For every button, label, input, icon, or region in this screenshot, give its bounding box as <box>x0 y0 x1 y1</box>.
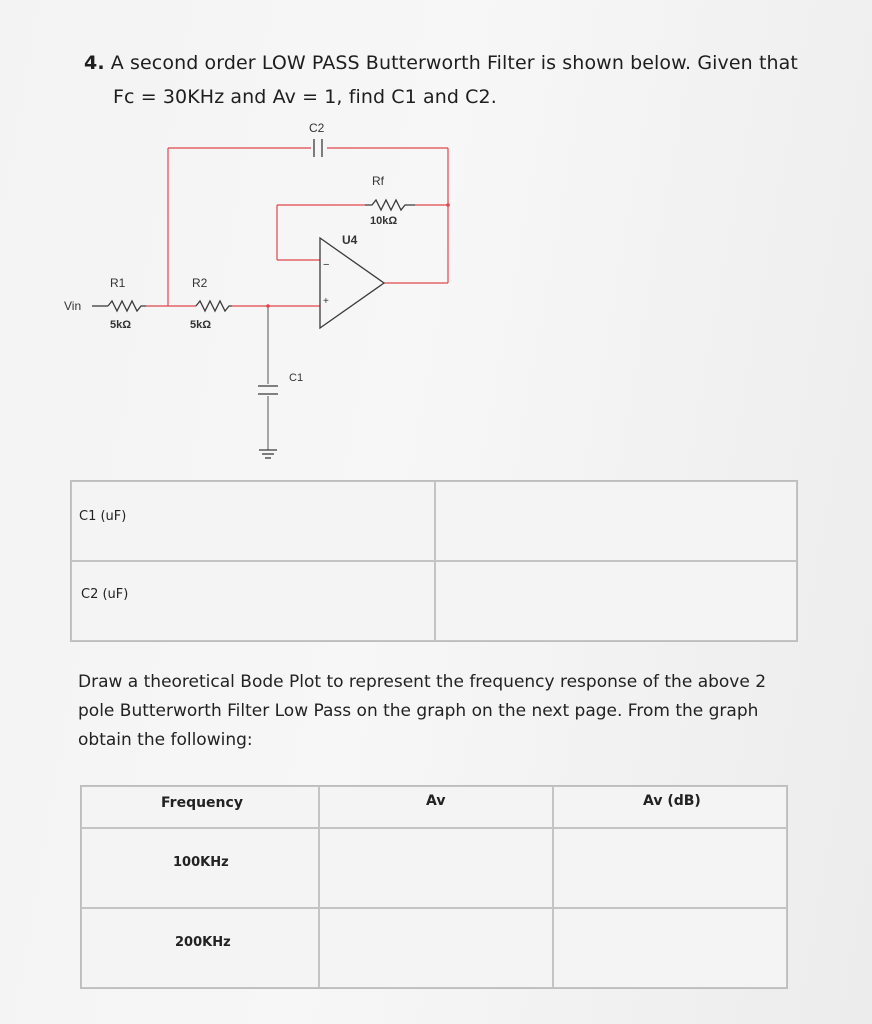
node-c1-junction <box>266 304 270 308</box>
filter-schematic <box>0 110 872 480</box>
c1-row-label: C1 (uF) <box>79 509 127 524</box>
rf-value: 10kΩ <box>370 215 398 227</box>
c1-label: C1 <box>289 372 304 384</box>
bode-table <box>80 785 788 989</box>
vin-label: Vin <box>64 299 82 313</box>
answer-cell-100k-av[interactable] <box>319 828 553 908</box>
c2-label: C2 <box>309 121 325 135</box>
node-rf-junction <box>446 203 450 207</box>
rf-label: Rf <box>372 174 384 188</box>
question-number: 4. <box>84 52 105 74</box>
opamp-label: U4 <box>342 233 358 247</box>
answer-cell-100k-db[interactable] <box>553 828 787 908</box>
table-cell-c2-answer[interactable] <box>435 561 797 641</box>
r1-label: R1 <box>110 276 126 290</box>
frequency-200khz: 200KHz <box>175 935 231 950</box>
opamp-minus: − <box>323 259 330 271</box>
r1-value: 5kΩ <box>110 319 132 331</box>
r1-resistor <box>108 301 146 311</box>
rf-resistor <box>365 200 415 210</box>
capacitor-table <box>70 480 798 642</box>
opamp-triangle <box>320 238 384 328</box>
c2-row-label: C2 (uF) <box>81 587 129 602</box>
question-line-1 <box>84 52 798 74</box>
question-text-1: A second order LOW PASS Butterworth Filter is shown below. Given that <box>110 52 798 74</box>
answer-cell-200k-db[interactable] <box>553 908 787 988</box>
r2-value: 5kΩ <box>190 319 212 331</box>
question-line-2: Fc = 30KHz and Av = 1, find C1 and C2. <box>113 86 497 108</box>
opamp-plus: + <box>323 296 329 307</box>
frequency-100khz: 100KHz <box>173 855 229 870</box>
header-frequency: Frequency <box>161 795 243 811</box>
header-av: Av <box>426 793 446 809</box>
table-cell-c1-answer[interactable] <box>435 481 797 561</box>
r2-label: R2 <box>192 276 208 290</box>
answer-cell-200k-av[interactable] <box>319 908 553 988</box>
header-av-db: Av (dB) <box>643 793 701 809</box>
r2-resistor <box>196 301 232 311</box>
instructions-paragraph: Draw a theoretical Bode Plot to represent the frequency response of the above 2 pole Butterworth Filter Low Pass on the graph on the next page. From the graph obtain the following: <box>78 672 767 750</box>
